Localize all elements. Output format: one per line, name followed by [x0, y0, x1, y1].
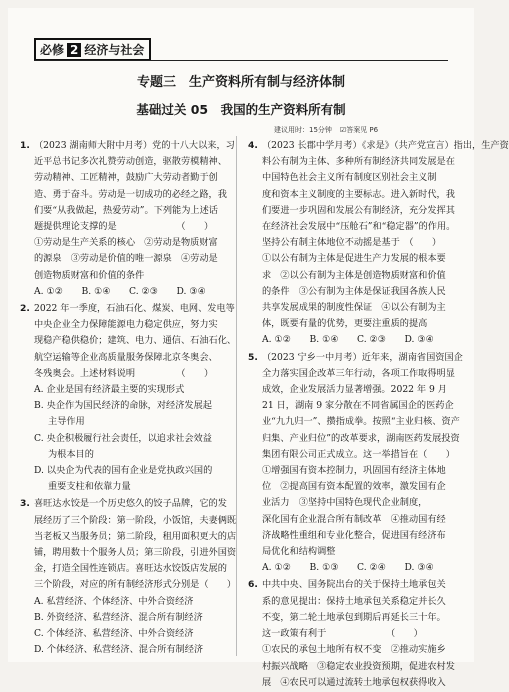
question-line: 的条件 ③公有制为主体是保证我国各族人民: [262, 285, 446, 297]
course-number: 2: [67, 43, 81, 57]
header-divider: [34, 60, 448, 61]
question-line: ①劳动是生产关系的核心 ②劳动是物质财富: [34, 237, 218, 249]
time-hint-bar: [274, 125, 378, 135]
question-line: 金，打造全国性连锁店。喜旺达水饺饭店发展的: [34, 563, 227, 575]
column-divider: [236, 136, 237, 656]
question-line: 济战略性重组和专业化整合，促进国有经济布: [262, 529, 446, 541]
question-line: 共享发展成果的制度性保证 ④以公有制为主: [262, 302, 446, 314]
question-3: [20, 496, 237, 658]
option-c[interactable]: C. ②④: [357, 562, 387, 574]
question-line: 成效，企业发展活力显著增强。2022 年 9 月: [262, 384, 447, 396]
question-line: ①农民的承包土地所有权不变 ②推动实施乡: [262, 644, 446, 656]
question-number: 6.: [248, 579, 258, 591]
question-line: 现稳产稳供稳价；建筑、电力、通信、石油石化、: [34, 335, 237, 347]
option-b-cont: 主导作用: [48, 416, 85, 428]
option-a[interactable]: A. ①②: [34, 285, 63, 297]
option-c[interactable]: C. ②③: [129, 285, 159, 297]
time-hint: 建议用时：15分钟: [274, 126, 332, 134]
option-d[interactable]: D. ③④: [176, 285, 206, 297]
course-subject: 经济与社会: [84, 43, 145, 57]
option-d[interactable]: D. ③④: [404, 334, 434, 346]
question-line: 料公有制为主体、多种所有制经济共同发展是在: [262, 156, 455, 168]
question-line: 体，既要有量的优势，更要注重质的提高: [262, 318, 428, 330]
question-line: 中共中央、国务院出台的关于保持土地承包关: [262, 579, 446, 591]
option-b[interactable]: B. ①③: [309, 562, 339, 574]
answer-ref-icon: ☑: [339, 126, 347, 134]
answer-ref: [340, 125, 378, 135]
course-badge: [34, 38, 151, 61]
question-line: 中国特色社会主义所有制度区别社会主义制: [262, 172, 437, 184]
option-a[interactable]: A. 私营经济、个体经济、中外合资经济: [34, 595, 194, 607]
question-line: 2022 年一季度，石油石化、煤炭、电网、发电等: [34, 303, 235, 315]
question-6: [248, 577, 455, 690]
question-number: 3.: [20, 498, 30, 510]
question-line: 当老板又当服务员；第二阶段，租用面积更大的店: [34, 530, 237, 542]
option-d[interactable]: D. 个体经济、私营经济、混合所有制经济: [34, 644, 204, 656]
question-line: 度和资本主义制度的主要标志。进入新时代，我: [262, 188, 455, 200]
question-line: 集团有限公司正式成立。这一举措旨在（ ）: [262, 448, 455, 460]
option-c[interactable]: C. ②③: [357, 334, 387, 346]
question-line: （2023 长郡中学月考）《求是》（共产党宣言）指出，生产资: [262, 140, 509, 151]
question-line: 题提供理论支撑的是 （ ）: [34, 221, 214, 233]
question-line: 三个阶段，对应的所有制经济形式分别是（ ）: [34, 579, 237, 591]
section-title: 基础过关 05 我国的生产资料所有制: [136, 102, 346, 117]
question-line: 在经济社会发展中“压舱石”和“稳定器”的作用。: [262, 221, 456, 233]
question-line: 系的意见提出：保持土地承包关系稳定并长久: [262, 595, 446, 607]
question-line: 村振兴战略 ③稳定农业投资预期，促进农村发: [262, 660, 455, 672]
question-line: 铺，聘用数十个服务人员；第三阶段，引进外国资: [34, 547, 237, 559]
question-1: [20, 138, 235, 300]
topic-title: 专题三 生产资料所有制与经济体制: [136, 75, 345, 90]
answer-options: [262, 332, 452, 348]
question-line: 航空运输等企业高质量服务保障北京冬奥会、: [34, 351, 218, 363]
question-line: 展 ④农民可以通过流转土地承包权获得收入: [262, 676, 446, 688]
question-line: ①增强国有资本控制力，巩固国有经济主体地: [262, 465, 446, 477]
question-line: 归集、产业归位”的改革要求，湖南医药发展投资: [262, 432, 460, 444]
question-number: 4.: [248, 140, 258, 151]
option-b[interactable]: B. ①④: [309, 334, 339, 346]
option-a[interactable]: A. ①②: [262, 562, 291, 574]
question-number: 5.: [248, 351, 258, 363]
question-line: 21 日，湖南 9 家分散在不同省属国企的医药企: [262, 400, 454, 412]
left-column: [20, 138, 237, 660]
question-line: 中央企业全力保障能源电力稳定供应，努力实: [34, 319, 218, 331]
question-line: 冬残奥会。上述材料说明 （ ）: [34, 367, 214, 379]
answer-options: [34, 284, 224, 300]
question-line: 深化国有企业混合所有制改革 ④推动国有经: [262, 513, 446, 525]
question-line: 喜旺达水饺是一个历史悠久的饺子品牌，它的发: [34, 498, 227, 510]
answer-ref-label: 答案见 P6: [346, 126, 379, 134]
question-line: 这一政策有利于 （ ）: [262, 628, 423, 640]
question-line: （2023 宁乡一中月考）近年来，湖南省国资国企: [262, 351, 463, 363]
worksheet-page: [8, 8, 509, 688]
course-prefix: 必修: [40, 43, 65, 57]
option-c[interactable]: C. 央企积极履行社会责任，以追求社会效益: [34, 432, 212, 444]
question-number: 2.: [20, 303, 30, 315]
question-line: 们要“从我做起，热爱劳动”。下列能为上述话: [34, 204, 218, 216]
option-c[interactable]: C. 个体经济、私营经济、中外合资经济: [34, 628, 194, 640]
option-b[interactable]: B. ①④: [81, 285, 111, 297]
question-line: 全力落实国企改革三年行动，各项工作取得明显: [262, 367, 455, 379]
question-line: 不变，第二轮土地承包到期后再延长三十年。: [262, 611, 446, 623]
option-c-cont: 为根本目的: [48, 448, 94, 460]
question-number: 1.: [20, 140, 30, 151]
question-line: 求 ②以公有制为主体是创造物质财富和价值: [262, 269, 446, 281]
question-line: 局优化和结构调整: [262, 546, 336, 558]
question-line: 创造物质财富和价值的条件: [34, 269, 145, 281]
question-line: 展经历了三个阶段：第一阶段，小饭馆，夫妻俩既: [34, 514, 237, 526]
question-line: 业“九九归一”、攒指成拳。按照“主业归核、资产: [262, 416, 460, 428]
question-4: [248, 138, 509, 349]
question-line: （2023 湖南师大附中月考）党的十八大以来，习: [34, 140, 235, 151]
question-5: [248, 350, 463, 577]
option-a[interactable]: A. ①②: [262, 334, 291, 346]
question-line: 劳动精神、工匠精神，鼓励广大劳动者勤于创: [34, 172, 218, 184]
right-column: [248, 138, 509, 692]
question-line: ①以公有制为主体是促进生产力发展的根本要: [262, 253, 446, 265]
option-a[interactable]: A. 企业是国有经济最主要的实现形式: [34, 384, 185, 396]
question-line: 业活力 ③坚持中国特色现代企业制度，: [262, 497, 428, 509]
option-b[interactable]: B. 央企作为国民经济的命脉，对经济发展起: [34, 400, 212, 412]
option-d[interactable]: D. 以央企为代表的国有企业是党执政兴国的: [34, 465, 213, 477]
question-line: 位 ②提高国有资本配置的效率，激发国有企: [262, 481, 446, 493]
question-line: 坚持公有制主体地位不动摇是基于 （ ）: [262, 237, 442, 249]
question-line: 的源泉 ③劳动是价值的唯一源泉 ④劳动是: [34, 253, 218, 265]
option-d-cont: 重要支柱和依靠力量: [48, 481, 131, 493]
question-2: [20, 301, 237, 495]
option-b[interactable]: B. 外资经济、私营经济、混合所有制经济: [34, 611, 203, 623]
question-line: 们要进一步巩固和发展公有制经济，充分发挥其: [262, 204, 455, 216]
question-line: 造、勇于奋斗。劳动是一切成功的必经之路，我: [34, 188, 227, 200]
question-line: 近平总书记多次礼赞劳动创造，驱散劳模精神、: [34, 156, 227, 168]
option-d[interactable]: D. ③④: [404, 562, 434, 574]
course-header: [34, 38, 151, 61]
answer-options: [262, 560, 452, 576]
